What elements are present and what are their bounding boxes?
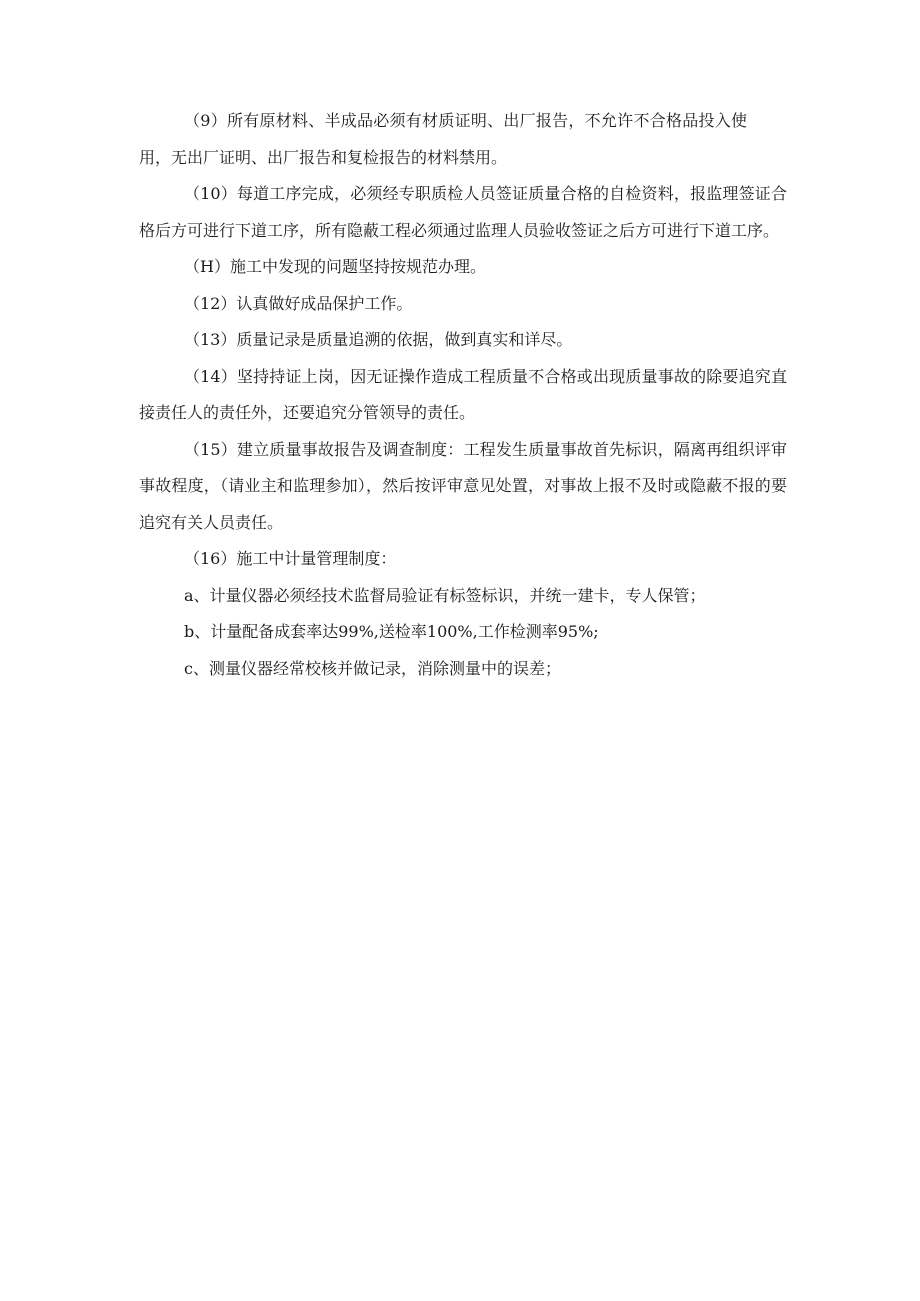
paragraph-item-15: （15）建立质量事故报告及调查制度：工程发生质量事故首先标识，隔离再组织评审事故程度，（请业主和监理参加），然后按评审意见处置，对事故上报不及时或隐蔽不报的要追究有关人员责任。 — [139, 439, 787, 532]
sub-item-a: a、计量仪器必须经技术监督局验证有标签标识，并统一建卡，专人保管； — [184, 585, 706, 605]
sub-item-c: c、测量仪器经常校核并做记录，消除测量中的误差； — [184, 658, 561, 678]
document-body — [139, 103, 787, 687]
paragraph-item-13: （13）质量记录是质量追溯的依据，做到真实和详尽。 — [184, 330, 573, 349]
paragraph-item-12: （12）认真做好成品保护工作。 — [184, 293, 413, 313]
paragraph-item-11: （H）施工中发现的问题坚持按规范办理。 — [184, 257, 486, 276]
paragraph-item-16: （16）施工中计量管理制度： — [184, 549, 397, 568]
paragraph-item-9: （9）所有原材料、半成品必须有材质证明、出厂报告，不允许不合格品投入使用，无出厂证明、出厂报告和复检报告的材料禁用。 — [139, 111, 747, 167]
paragraph-item-10: （10）每道工序完成，必须经专职质检人员签证质量合格的自检资料，报监理签证合格后方可进行下道工序，所有隐蔽工程必须通过监理人员验收签证之后方可进行下道工序。 — [139, 184, 787, 240]
sub-item-b: b、计量配备成套率达99%,送检率100%,工作检测率95%; — [184, 622, 599, 641]
paragraph-item-14: （14）坚持持证上岗，因无证操作造成工程质量不合格或出现质量事故的除要追究直接责任人的责任外，还要追究分管领导的责任。 — [139, 366, 787, 422]
